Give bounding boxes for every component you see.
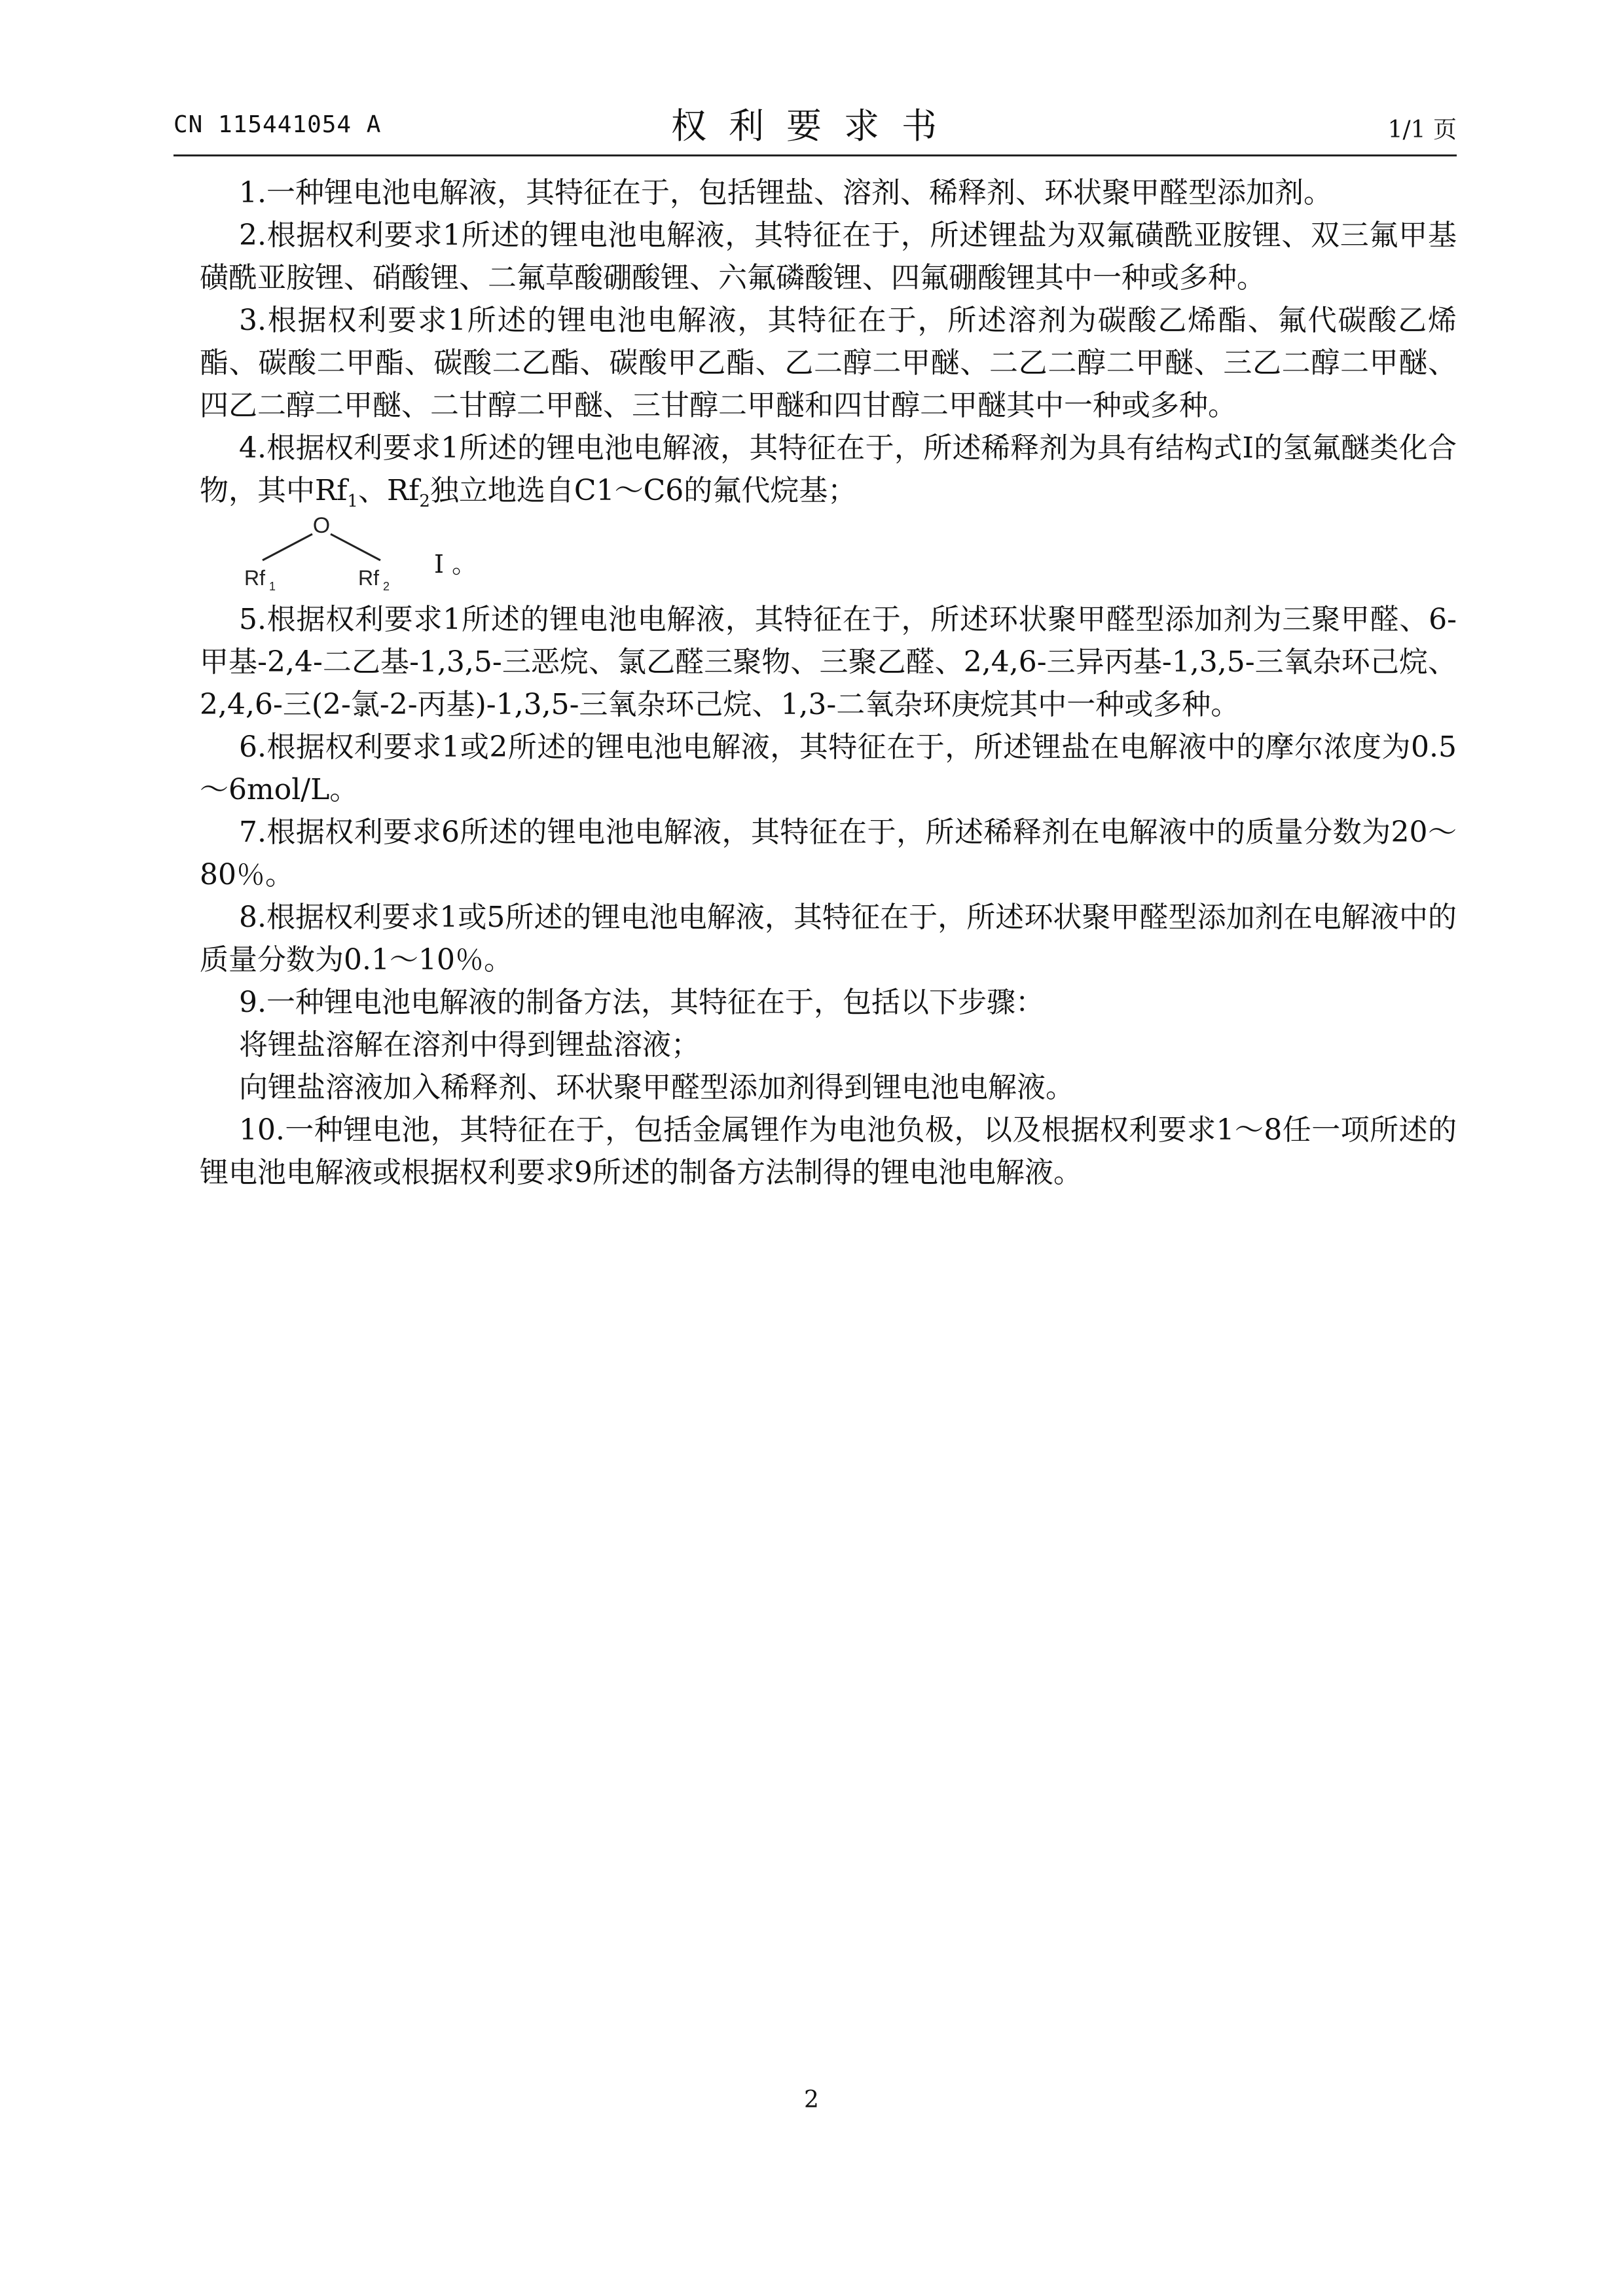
group-rf2-sub: 2 [383,580,390,593]
page-count: 1/1 页 [1387,117,1457,143]
page-number: 2 [804,2087,819,2113]
claim-6: 6.根据权利要求1或2所述的锂电池电解液，其特征在于，所述锂盐在电解液中的摩尔浓度为0.5～6mol/L。 [200,730,1457,806]
group-rf1-sub: 1 [269,580,276,593]
group-rf1: Rf [244,566,265,590]
claim-4-sub-2: 2 [419,491,430,511]
claim-4-sep: 、Rf [357,474,420,507]
bond-left [263,534,312,560]
claim-10: 10.一种锂电池，其特征在于，包括金属锂作为电池负极，以及根据权利要求1～8任一项所述的锂电池电解液或根据权利要求9所述的制备方法制得的锂电池电解液。 [200,1113,1457,1189]
claim-1: 1.一种锂电池电解液，其特征在于，包括锂盐、溶剂、稀释剂、环状聚甲醛型添加剂。 [239,176,1332,209]
claim-4 [200,427,1457,512]
page-header [173,98,1457,151]
group-rf2: Rf [358,566,379,590]
bond-right [331,534,380,560]
claim-5: 5.根据权利要求1所述的锂电池电解液，其特征在于，所述环状聚甲醛型添加剂为三聚甲醛、6-甲基-2,4-二乙基-1,3,5-三恶烷、氯乙醛三聚物、三聚乙醛、2,4,6-三异丙基-1,3,5-三氧杂环己烷、2,4,6-三(2-氯-2-丙基)-1,3,5-三氧杂环己烷、1,3-二氧杂环庚烷其中一种或多种。 [200,603,1457,721]
publication-number: CN 115441054 A [173,111,382,138]
structural-formula [200,512,1457,598]
formula-label: I 。 [434,550,477,579]
claim-9-step-1: 将锂盐溶解在溶剂中得到锂盐溶液； [239,1028,700,1062]
claim-9-step-2: 向锂盐溶液加入稀释剂、环状聚甲醛型添加剂得到锂电池电解液。 [239,1071,1074,1104]
claim-4-tail: 独立地选自C1～C6的氟代烷基； [429,474,857,507]
claims-body [200,171,1457,1194]
oxygen-atom: O [312,516,331,538]
claim-8: 8.根据权利要求1或5所述的锂电池电解液，其特征在于，所述环状聚甲醛型添加剂在电解液中的质量分数为0.1～10％。 [200,901,1457,977]
claim-3: 3.根据权利要求1所述的锂电池电解液，其特征在于，所述溶剂为碳酸乙烯酯、氟代碳酸乙烯酯、碳酸二甲酯、碳酸二乙酯、碳酸甲乙酯、乙二醇二甲醚、二乙二醇二甲醚、三乙二醇二甲醚、四乙二醇二甲醚、二甘醇二甲醚、三甘醇二甲醚和四甘醇二甲醚其中一种或多种。 [200,304,1457,422]
claim-9: 9.一种锂电池电解液的制备方法，其特征在于，包括以下步骤： [239,986,1044,1019]
ether-structure-drawing [240,516,410,594]
header-divider [173,154,1457,156]
claim-2: 2.根据权利要求1所述的锂电池电解液，其特征在于，所述锂盐为双氟磺酰亚胺锂、双三氟甲基磺酰亚胺锂、硝酸锂、二氟草酸硼酸锂、六氟磷酸锂、四氟硼酸锂其中一种或多种。 [200,219,1457,295]
document-title: 权利要求书 [671,105,959,147]
claim-7: 7.根据权利要求6所述的锂电池电解液，其特征在于，所述稀释剂在电解液中的质量分数为20～80％。 [200,816,1457,891]
claim-4-lead: 4.根据权利要求1所述的锂电池电解液，其特征在于，所述稀释剂为具有结构式I的氢氟醚类化合物，其中Rf [200,431,1457,507]
claim-4-sub-1: 1 [347,491,358,511]
